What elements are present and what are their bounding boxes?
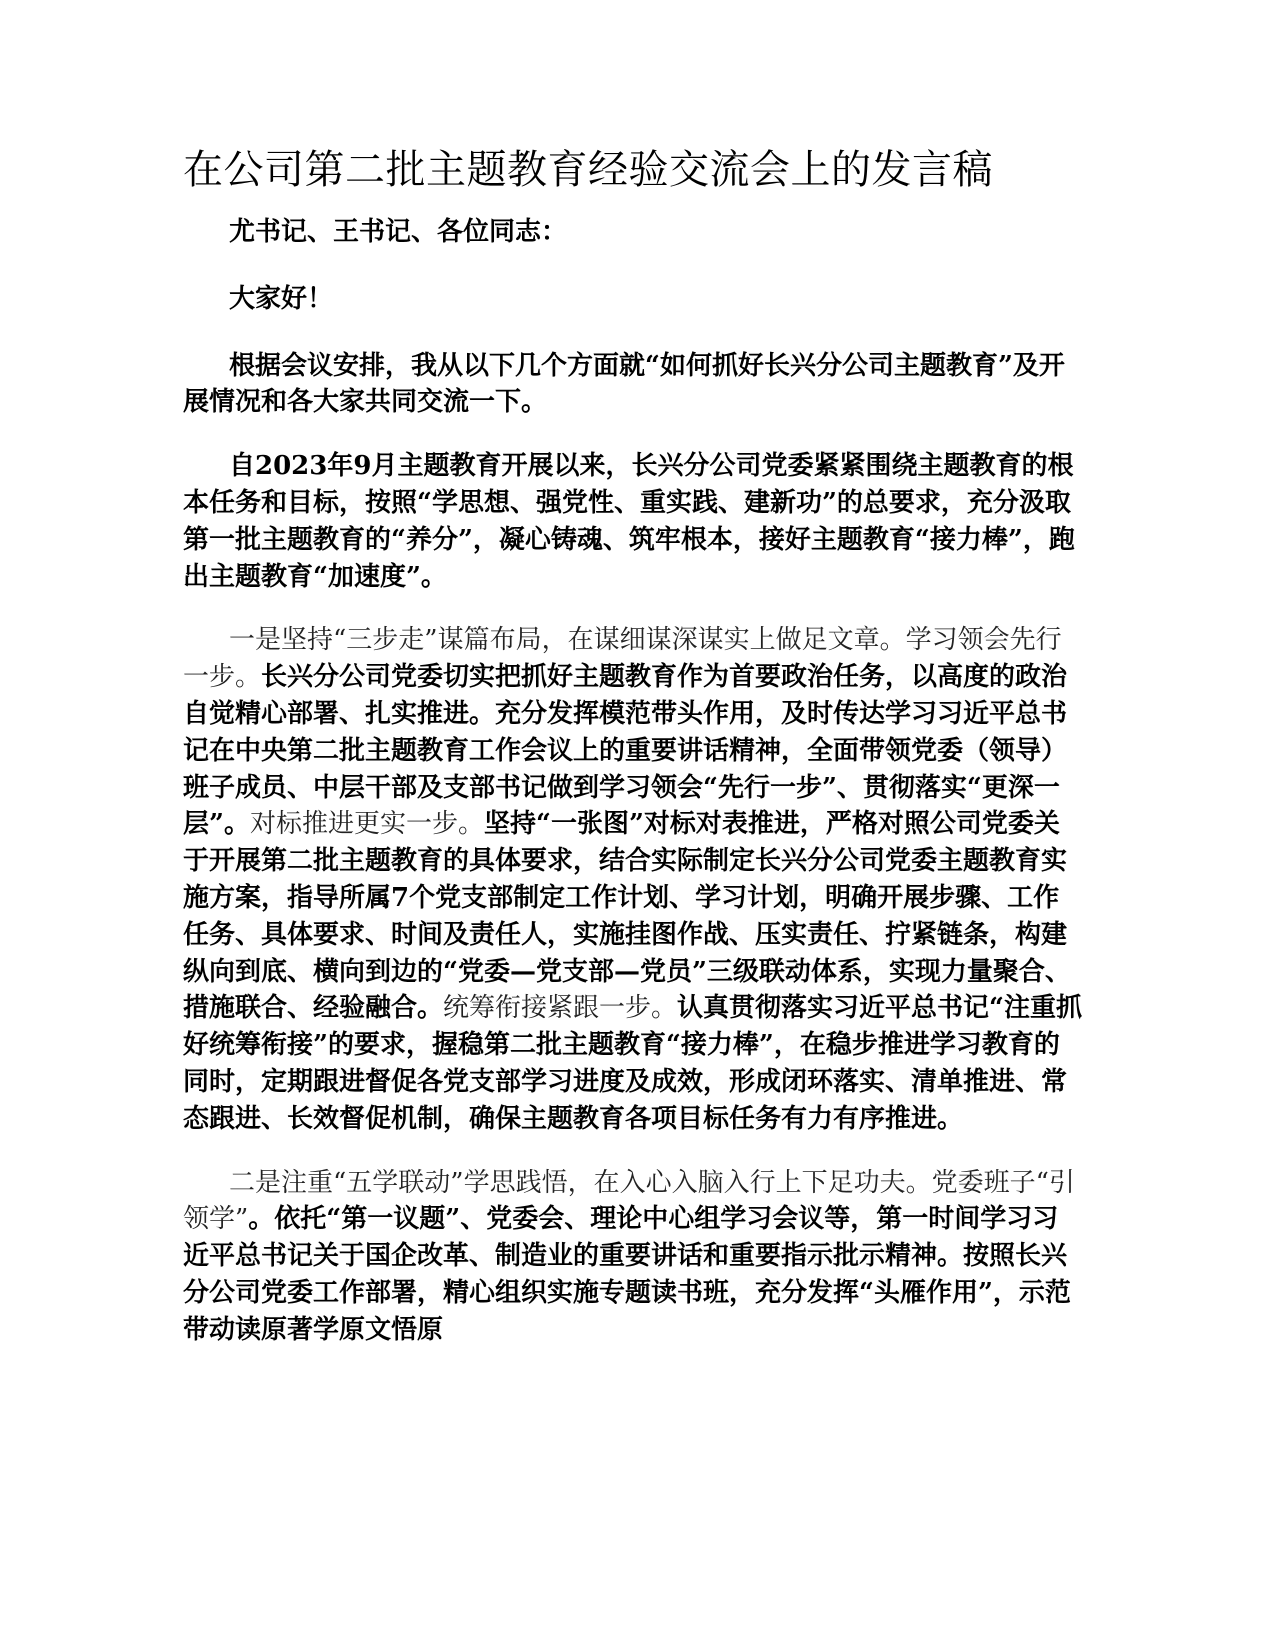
document-page: [183, 140, 1083, 1376]
greeting: 大家好！: [229, 283, 334, 314]
section-2-sub1-text: 。依托“第一议题”、党委会、理论中心组学习会议等，第一时间学习习近平总书记关于国企改革、制造业的重要讲话和重要指示批示精神。按照长兴分公司党委工作部署，精心组织实施专题读书班，充分发挥“头雁作用”，示范带动读原著学原文悟原: [183, 1204, 1071, 1345]
section-2-sub1-label: 党委班子“引领学”: [183, 1167, 1075, 1235]
section-2-paragraph: [183, 1165, 1083, 1349]
section-1-paragraph: [183, 622, 1083, 1137]
section-2-heading: 二是注重“五学联动”学思践悟，在入心入脑入行上下足功夫。: [229, 1167, 932, 1198]
section-1-sub3-text: 认真贯彻落实习近平总书记“注重抓好统筹衔接”的要求，握稳第二批主题教育“接力棒”，在稳步推进学习教育的同时，定期跟进督促各党支部学习进度及成效，形成闭环落实、清单推进、常态跟进、长效督促机制，确保主题教育各项目标任务有力有序推进。: [183, 993, 1082, 1134]
section-1-sub2-label: 对标推进更实一步。: [249, 809, 484, 840]
section-1-sub2-text: 坚持“一张图”对标对表推进，严格对照公司党委关于开展第二批主题教育的具体要求，结合实际制定长兴分公司党委主题教育实施方案，指导所属7个党支部制定工作计划、学习计划，明确开展步骤、工作任务、具体要求、时间及责任人，实施挂图作战、压实责任、拧紧链条，构建纵向到底、横向到边的“党委—党支部—党员”三级联动体系，实现力量聚合、措施联合、经验融合。: [183, 809, 1071, 1024]
document-title: 在公司第二批主题教育经验交流会上的发言稿: [183, 147, 993, 193]
intro-paragraph: 根据会议安排，我从以下几个方面就“如何抓好长兴分公司主题教育”及开展情况和各大家共同交流一下。: [183, 350, 1065, 418]
section-1-sub1-label: 学习领会先行一步。: [183, 625, 1062, 693]
overview-paragraph: 自2023年9月主题教育开展以来，长兴分公司党委紧紧围绕主题教育的根本任务和目标，按照“学思想、强党性、重实践、建新功”的总要求，充分汲取第一批主题教育的“养分”，凝心铸魂、筑牢根本，接好主题教育“接力棒”，跑出主题教育“加速度”。: [183, 451, 1075, 592]
section-1-sub3-label: 统筹衔接紧跟一步。: [443, 993, 678, 1024]
salutation: 尤书记、王书记、各位同志：: [229, 217, 568, 247]
section-1-sub1-text: 长兴分公司党委切实把抓好主题教育作为首要政治任务，以高度的政治自觉精心部署、扎实推进。充分发挥模范带头作用，及时传达学习习近平总书记在中央第二批主题教育工作会议上的重要讲话精神，全面带领党委（领导）班子成员、中层干部及支部书记做到学习领会“先行一步”、贯彻落实“更深一层”。: [183, 662, 1068, 840]
section-1-heading: 一是坚持“三步走”谋篇布局，在谋细谋深谋实上做足文章。: [229, 625, 906, 656]
